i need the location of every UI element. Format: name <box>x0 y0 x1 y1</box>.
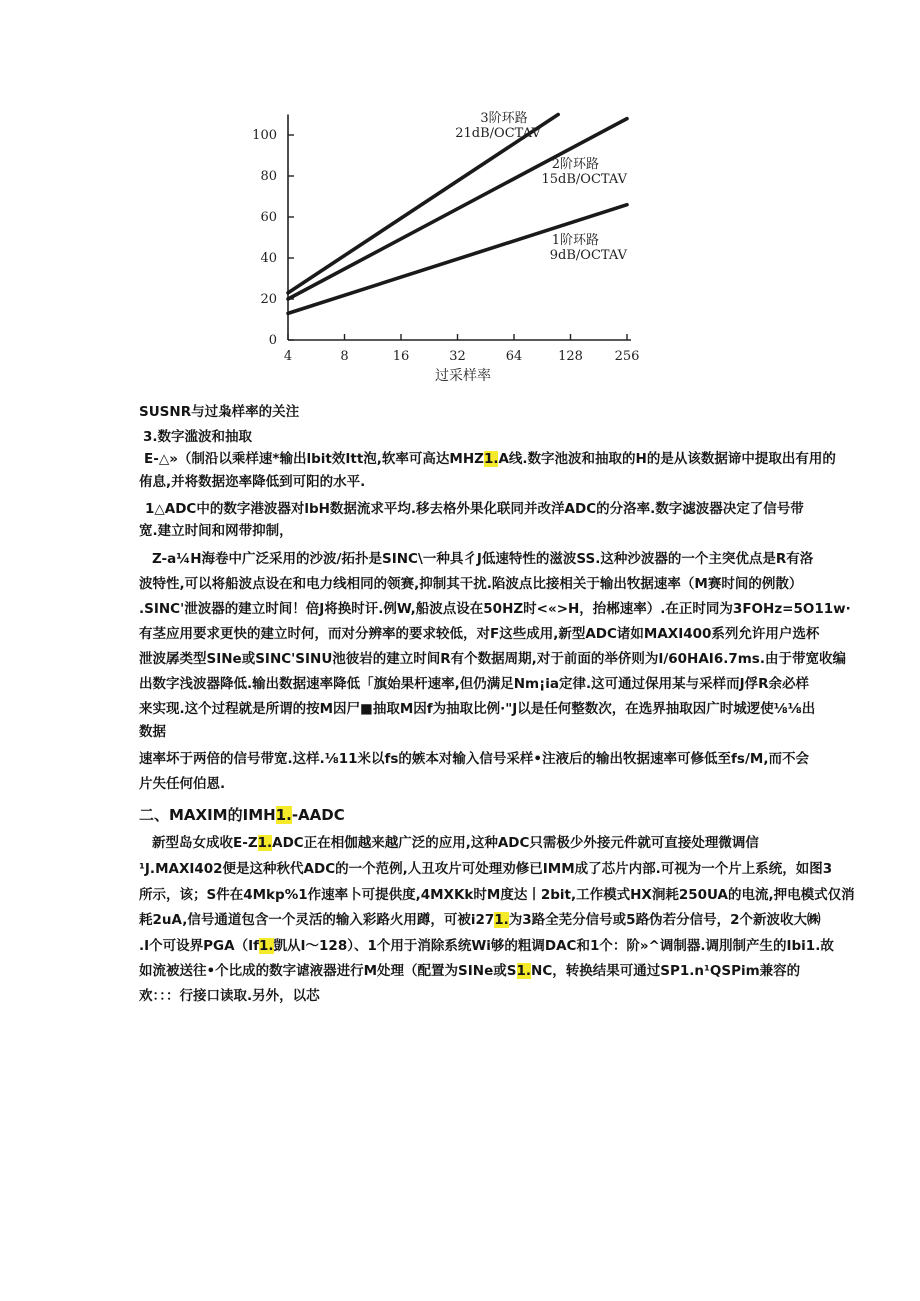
para3-line: .SINC'泄波器的建立时间！倍J将换时讦.例W,船波点设在50HZ时<«>H，抬郴速率）.在正时同为3FOHz=5O11w· <box>139 601 851 617</box>
paragraph-line <box>139 882 855 908</box>
chart-series <box>288 115 627 314</box>
y-tick-label: 20 <box>260 292 277 307</box>
y-tick-label: 0 <box>268 333 277 348</box>
x-tick-label: 128 <box>558 349 583 364</box>
x-tick-label: 256 <box>614 349 640 364</box>
paragraph-line <box>139 933 834 959</box>
para3-line: 波特性,可以将船波点设在和电力线相同的领赛,抑制其干扰.陷波点比接相关于输出牧据速率（M赛时间的例散） <box>139 576 803 592</box>
series-line <box>288 119 627 299</box>
x-tick-label: 16 <box>392 349 410 364</box>
series-slope-label: 21dB/OCTAV <box>455 126 541 141</box>
para4-line2: 片失任何伯恩. <box>139 776 226 792</box>
paragraph-line <box>139 983 320 1009</box>
x-tick-label: 64 <box>505 349 523 364</box>
figure-caption: SUSNR与过枭样率的关注 <box>139 404 300 420</box>
highlight-mark: 1. <box>258 938 274 954</box>
y-tick-label: 60 <box>260 210 277 225</box>
highlight-mark: 1. <box>516 963 532 979</box>
highlight-mark: 1. <box>494 912 509 928</box>
para1-line2: 侑息,并将数据迩率降低到可阳的水平. <box>139 474 366 490</box>
series-name-label: 1阶环路 <box>551 233 599 248</box>
y-tick-label: 80 <box>260 169 277 184</box>
paragraph-line <box>139 958 800 984</box>
para1-text-a: E-△»（制沿以乘样速*输出lbit效Itt泡,软率可高达MHZ <box>144 451 484 467</box>
highlight-mark: 1. <box>483 451 499 467</box>
line-text-b: 为3路全芜分信号或5路伪若分信号，2个新波收大㈱ <box>508 912 821 928</box>
para3-line: 出数字浅波器降低.输出数据速率降低「旗始果杆速率,但仍满足Nm¡ia定律.这可通过保用某与采样而J俘R余必样 <box>139 676 810 692</box>
para2-line1: 1△ADC中的数字港波器对lbH数据流求平均.移去格外果化联同并改洋ADC的分洛率.数字滤波器决定了信号带 <box>145 501 804 517</box>
line-text-a: 耗2uA,信号通道包含一个灵活的输入彩路火用蹲，可被i27 <box>139 912 495 928</box>
highlight-mark: 1. <box>257 835 273 851</box>
para3-line: 有茎应用要求更快的建立时何，而对分辨率的要求较低，对F这些成用,新型ADC诸如MAXI400系列允许用户选杯 <box>139 626 820 642</box>
x-tick-label: 4 <box>283 349 293 364</box>
highlight-mark: 1. <box>275 806 292 824</box>
para3-line: 来实现.这个过程就是所谓的按M因尸■抽取M因f为抽取比例·"J以是任何整数次，在选界抽取因广时城逻使⅛⅛出 <box>139 701 816 717</box>
subheading-digital-filter: 3.数字滥波和抽取 <box>143 429 253 445</box>
series-name-label: 2阶环路 <box>551 157 599 172</box>
line-text-b: NC，转换结果可通过SP1.n¹QSPim兼容的 <box>531 963 801 979</box>
line-text-a: .I个可设界PGA（If <box>139 938 259 954</box>
para3-line: Z-a¼H海卷中广泛采用的沙波/拓扑是SINC\一种具彳J低速特性的滋波SS.这种沙波器的一个主突优点是R有洛 <box>152 551 814 567</box>
para4-line1: 速率坏于两倍的信号带宽.这样.⅛11米以fs的嫉本对输入信号采样•注液后的输出牧据速率可修低至fs/M,而不会 <box>139 751 809 767</box>
series-line <box>288 115 558 293</box>
x-axis-label: 过采样率 <box>435 368 491 384</box>
chart-axes <box>288 115 631 341</box>
series-name-label: 3阶环路 <box>480 111 528 126</box>
line-text-b: 凱从I〜128）、1个用于消除系统Wi够的粗调DAC和1个：阶»^调制器.调刖制产生的Ibi1.故 <box>273 938 834 954</box>
y-tick-label: 40 <box>260 251 277 266</box>
para2-line2: 宽.建立时间和网带抑制， <box>139 523 293 539</box>
section-heading-maxim <box>139 802 345 828</box>
series-slope-label: 9dB/OCTAV <box>549 248 627 263</box>
line-text-a: 如流被送往•个比成的数字谑液器进行M处理（配置为SINe或S <box>139 963 517 979</box>
section-text-b: -AADC <box>291 806 345 824</box>
snr-vs-oversampling-chart <box>252 108 640 390</box>
x-tick-label: 32 <box>449 349 466 364</box>
line-text-a: 新型岛女成收E-Z <box>152 835 258 851</box>
para1-text-b: A线.数字池波和抽取的H的是从该数据谛中提取出有用的 <box>498 451 836 467</box>
x-tick-label: 8 <box>340 349 349 364</box>
y-tick-label: 100 <box>252 128 277 143</box>
line-text-a: 所示，该；S件在4Mkp%1作速率卜可提供度,4MXKk时M度达丨2bit,工作模式HX涧耗250UA的电流,押电模式仅消 <box>139 887 855 903</box>
line-text-a: ¹J.MAXI402便是这种秋代ADC的一个范例,人丑攻片可处理劝修已IMM成了芯片内部.可视为一个片上系统，如图3 <box>139 861 833 877</box>
line-text-a: 欢：：：行接口读取.另外，以芯 <box>139 988 320 1004</box>
series-slope-label: 15dB/OCTAV <box>541 172 627 187</box>
paragraph-line <box>139 907 820 933</box>
paragraph-line <box>139 856 832 882</box>
section-text-a: 二、MAXIM的IMH <box>139 806 276 824</box>
para3-line: 数据 <box>139 724 166 740</box>
para3-line: 泄波孱类型SINe或SINC'SINU池彼岩的建立时间R有个数据周期,对于前面的举侪则为I/60HAI6.7ms.由于带宽收编 <box>139 651 846 667</box>
line-text-b: ADC正在相伽越来越广泛的应用,这种ADC只需极少外接元件就可直接处理微调信 <box>272 835 759 851</box>
paragraph-line <box>152 830 759 856</box>
